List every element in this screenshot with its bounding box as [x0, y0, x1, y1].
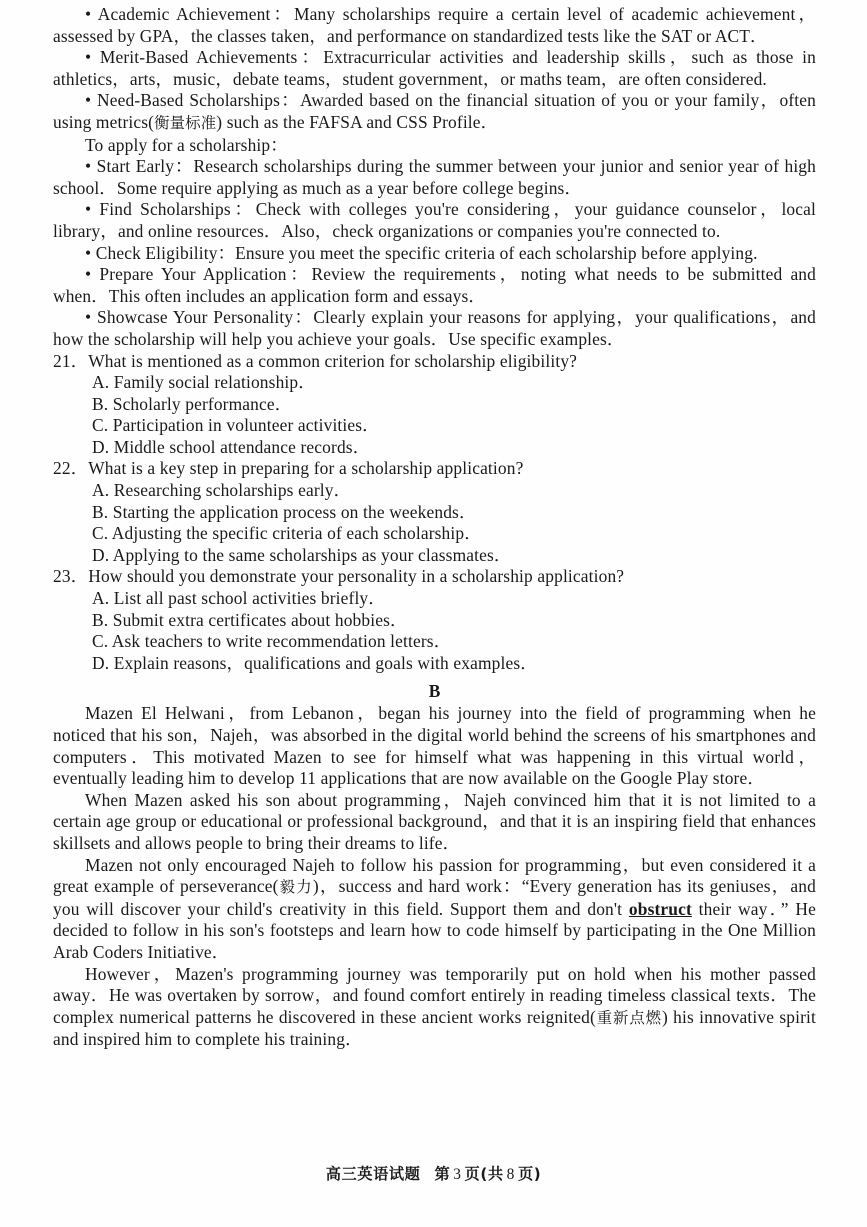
- bullet-merit-based-achievements-text: • Merit-Based Achievements：Extracurricular activities and leadership skills，such as those in athletics，arts，music，debate teams，student government，or maths team，are often considered.: [53, 47, 816, 89]
- footer-subject-label: 高三英语试题: [325, 1165, 421, 1183]
- step-find-scholarships-text: • Find Scholarships：Check with colleges you're considering，your guidance counselor，local library，and online resources．Also，check organizations or companies you're connected to.: [53, 199, 816, 241]
- section-heading-b: B: [428, 681, 441, 702]
- question-21-option-a[interactable]: A. Family social relationship．: [92, 372, 316, 393]
- question-21-option-c[interactable]: C. Participation in volunteer activities．: [92, 415, 380, 436]
- passage-b-p3-part3: their way．” He decided to follow in his son's footsteps and learn how to code himself by participating in the One Million Arab Coders Initiative．: [53, 898, 817, 962]
- passage-b-p4-part1: However，Mazen's programming journey was temporarily put on hold when his mother passed away．He was overtaken by sorrow，and found comfort entirely in reading timeless classical texts．The complex numerical patterns he discovered in these ancient works reignited(: [53, 963, 816, 1027]
- footer-page-number: 3: [453, 1166, 462, 1183]
- step-prepare-application: [53, 264, 816, 307]
- question-21-option-d[interactable]: D. Middle school attendance records．: [92, 436, 371, 457]
- bullet-academic-achievement-text: • Academic Achievement：Many scholarships require a certain level of academic achievement，assessed by GPA，the classes taken，and performance on standardized tests like the SAT or ACT．: [53, 4, 816, 46]
- question-22-option-c[interactable]: C. Adjusting the specific criteria of each scholarship．: [92, 523, 482, 544]
- question-22-option-a[interactable]: A. Researching scholarships early．: [92, 480, 352, 501]
- passage-b-p4-part2: ) his innovative spirit and inspired him to complete his training．: [53, 1006, 816, 1050]
- page-content: [53, 4, 816, 1051]
- annotation-perseverance-cn: 毅力: [278, 878, 313, 897]
- question-23-option-a[interactable]: A. List all past school activities briefly．: [92, 588, 386, 609]
- footer-total-pages: 8: [506, 1166, 515, 1183]
- question-23-option-d[interactable]: D. Explain reasons，qualifications and goals with examples．: [92, 652, 538, 673]
- step-check-eligibility: [53, 243, 816, 265]
- passage-b-paragraph-1: Mazen El Helwani，from Lebanon，began his journey into the field of programming when he noticed that his son，Najeh，was absorbed in the digital world behind the screens of his smartphones and computers．This motivated Mazen to see for himself what was happening in this virtual world，eventually leading him to develop 11 applications that are now available on the Google Play store．: [53, 703, 816, 789]
- footer-page-middle: 页(共: [464, 1165, 504, 1183]
- passage-b-paragraph-4: [53, 964, 816, 1051]
- annotation-reignited-cn: 重新点燃: [595, 1008, 662, 1027]
- step-find-scholarships: [53, 199, 816, 242]
- question-22-stem: 22．What is a key step in preparing for a scholarship application?: [53, 458, 524, 479]
- passage-b-p3-part2: )，success and hard work：“Every generation has its geniuses，and you will discover your child's creativity in this field. Support them and don't: [53, 876, 816, 919]
- passage-b-p3-part1: Mazen not only encouraged Najeh to follow his passion for programming，but even considered it a great example of perseverance(: [53, 854, 816, 897]
- footer-page-prefix: 第: [434, 1165, 451, 1183]
- question-22-option-d[interactable]: D. Applying to the same scholarships as your classmates．: [92, 544, 512, 565]
- question-23-option-b[interactable]: B. Submit extra certificates about hobbies．: [92, 609, 408, 630]
- passage-b-paragraph-2: When Mazen asked his son about programming，Najeh convinced him that it is not limited to a certain age group or educational or professional background，and that it is an inspiring field that enhances skillsets and allows people to bring their dreams to life．: [53, 789, 816, 853]
- step-prepare-application-text: • Prepare Your Application：Review the requirements，noting what needs to be submitted and when．This often includes an application form and essays．: [53, 264, 816, 306]
- bullet-academic-achievement: [53, 4, 816, 47]
- bullet-need-based-post: ) such as the FAFSA and CSS Profile．: [216, 111, 499, 132]
- bullet-merit-based-achievements: [53, 47, 816, 90]
- question-21-stem: 21．What is mentioned as a common criterion for scholarship eligibility?: [53, 350, 578, 371]
- annotation-metrics-cn: 衡量标准: [154, 113, 217, 132]
- step-start-early: [53, 156, 816, 199]
- keyword-obstruct: obstruct: [628, 898, 692, 919]
- apply-transition-text: To apply for a scholarship：: [85, 134, 288, 155]
- apply-transition-line: [53, 135, 816, 157]
- passage-b-paragraph-3: [53, 855, 816, 964]
- question-21-option-b[interactable]: B. Scholarly performance．: [92, 393, 293, 414]
- bullet-need-based-scholarships: [53, 90, 816, 134]
- step-showcase-personality: [53, 307, 816, 350]
- step-showcase-personality-text: • Showcase Your Personality：Clearly explain your reasons for applying，your qualifications，and how the scholarship will help you achieve your goals．Use specific examples．: [53, 307, 816, 349]
- page-footer: [0, 1163, 867, 1184]
- question-23-option-c[interactable]: C. Ask teachers to write recommendation letters．: [92, 631, 452, 652]
- step-start-early-text: • Start Early：Research scholarships during the summer between your junior and senior year of high school．Some require applying as much as a year before college begins．: [53, 156, 816, 198]
- step-check-eligibility-text: • Check Eligibility：Ensure you meet the specific criteria of each scholarship before applying.: [85, 242, 758, 263]
- question-23-stem: 23．How should you demonstrate your personality in a scholarship application?: [53, 566, 625, 587]
- footer-page-suffix: 页): [517, 1165, 542, 1183]
- bullet-need-based-pre: • Need-Based Scholarships：Awarded based on the financial situation of you or your family，often using metrics(: [53, 90, 816, 132]
- question-22-option-b[interactable]: B. Starting the application process on the weekends．: [92, 501, 477, 522]
